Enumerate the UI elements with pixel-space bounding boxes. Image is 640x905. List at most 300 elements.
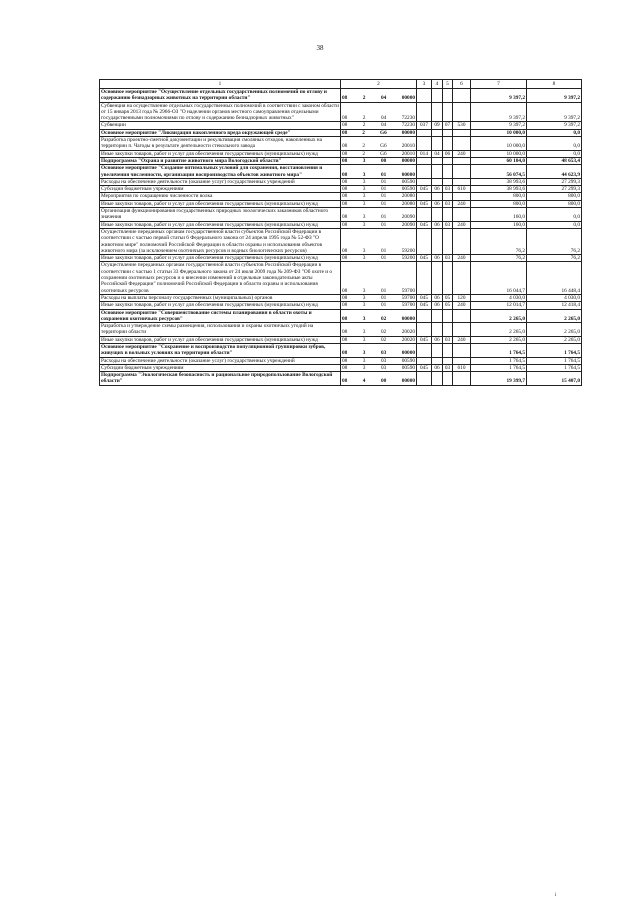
classification-code bbox=[342, 186, 415, 192]
code-part: 3 bbox=[362, 294, 366, 301]
row-grbs-cell: 045 bbox=[417, 336, 432, 343]
classification-code bbox=[342, 255, 415, 261]
row-name-cell: Расходы на выплаты персоналу государственных (муниципальных) органов bbox=[100, 294, 341, 301]
table-row bbox=[100, 137, 582, 151]
row-subsection-cell: 03 bbox=[443, 221, 453, 228]
code-part: 3 bbox=[362, 157, 366, 164]
code-part: 00590 bbox=[401, 357, 415, 364]
row-code-cell bbox=[341, 129, 417, 136]
row-amount-col8-cell: 0,0 bbox=[527, 221, 582, 228]
row-subsection-cell bbox=[443, 137, 453, 151]
classification-code bbox=[342, 365, 415, 371]
row-amount-col8-cell: 0,0 bbox=[527, 208, 582, 222]
row-amount-col8-cell: 1 764,5 bbox=[527, 364, 582, 371]
table-row bbox=[100, 357, 582, 364]
row-grbs-cell bbox=[417, 178, 432, 185]
classification-code bbox=[342, 302, 415, 308]
table-row bbox=[100, 221, 582, 228]
code-part: 08 bbox=[342, 255, 348, 262]
row-name-cell: Подпрограмма "Экологическая безопасность и рациональное природопользование Вологодской области" bbox=[100, 372, 341, 386]
code-part: 01 bbox=[380, 294, 387, 301]
code-part: 01 bbox=[380, 302, 387, 309]
row-name-cell: Субсидии бюджетным учреждениям bbox=[100, 364, 341, 371]
code-part: 08 bbox=[342, 287, 348, 294]
code-part: 2 bbox=[362, 129, 365, 136]
code-part: 08 bbox=[342, 171, 348, 178]
row-code-cell bbox=[341, 323, 417, 337]
row-name-cell: Разработка и утверждение схемы размещения, использования и охраны охотничьих угодий на территории области bbox=[100, 323, 341, 337]
row-section-cell bbox=[432, 343, 443, 357]
row-subsection-cell bbox=[443, 323, 453, 337]
code-part: 2 bbox=[362, 150, 366, 157]
row-grbs-cell: 045 bbox=[417, 221, 432, 228]
row-section-cell bbox=[432, 178, 443, 185]
code-part: 20090 bbox=[401, 221, 415, 228]
classification-code bbox=[342, 248, 415, 254]
code-part: 3 bbox=[362, 214, 366, 221]
row-amount-col8-cell: 27 299,3 bbox=[527, 178, 582, 185]
code-part: 2 bbox=[362, 122, 366, 129]
code-part: 02 bbox=[380, 329, 387, 336]
row-subsection-cell bbox=[443, 357, 453, 364]
row-code-cell bbox=[341, 262, 417, 294]
code-part: 3 bbox=[362, 171, 366, 178]
row-section-cell bbox=[432, 323, 443, 337]
code-part: 20020 bbox=[401, 336, 415, 343]
code-part: 08 bbox=[342, 357, 348, 364]
code-part: 00590 bbox=[401, 178, 415, 185]
row-subsection-cell bbox=[443, 228, 453, 254]
row-amount-col7-cell: 10 000,0 bbox=[471, 137, 527, 151]
row-amount-col8-cell: 12 418,4 bbox=[527, 302, 582, 309]
row-amount-col8-cell: 4 030,0 bbox=[527, 294, 582, 301]
row-code-cell bbox=[341, 357, 417, 364]
row-name-cell: Основное мероприятие "Совершенствование системы планирования в области охоты и сохранения охотничьих ресурсов" bbox=[100, 309, 341, 323]
row-amount-col7-cell: 1 764,5 bbox=[471, 364, 527, 371]
row-subsection-cell bbox=[443, 208, 453, 222]
row-expense-type-cell: 530 bbox=[453, 122, 471, 129]
table-row bbox=[100, 343, 582, 357]
row-section-cell bbox=[432, 165, 443, 179]
classification-code bbox=[342, 193, 415, 199]
code-part: 04 bbox=[380, 95, 387, 102]
row-section-cell bbox=[432, 208, 443, 222]
row-section-cell: 06 bbox=[432, 302, 443, 309]
row-code-cell bbox=[341, 193, 417, 200]
row-code-cell bbox=[341, 294, 417, 301]
row-section-cell: 06 bbox=[432, 364, 443, 371]
row-expense-type-cell: 610 bbox=[453, 364, 471, 371]
row-name-cell: Иные закупки товаров, работ и услуг для обеспечения государственных (муниципальных) нужд bbox=[100, 336, 341, 343]
table-row bbox=[100, 122, 582, 129]
code-part: 3 bbox=[362, 315, 366, 322]
row-name-cell: Иные закупки товаров, работ и услуг для обеспечения государственных (муниципальных) нужд bbox=[100, 302, 341, 309]
row-expense-type-cell bbox=[453, 102, 471, 122]
row-expense-type-cell bbox=[453, 262, 471, 294]
row-code-cell bbox=[341, 302, 417, 309]
row-code-cell bbox=[341, 336, 417, 343]
row-grbs-cell: 045 bbox=[417, 255, 432, 262]
code-part: 2 bbox=[362, 95, 366, 102]
code-part: 01 bbox=[380, 186, 387, 193]
code-part: 2 bbox=[362, 115, 366, 122]
row-expense-type-cell bbox=[453, 165, 471, 179]
row-grbs-cell: 045 bbox=[417, 302, 432, 309]
row-amount-col8-cell: 9 397,2 bbox=[527, 102, 582, 122]
row-subsection-cell bbox=[443, 165, 453, 179]
row-amount-col7-cell: 9 397,2 bbox=[471, 122, 527, 129]
row-grbs-cell bbox=[417, 102, 432, 122]
row-subsection-cell: 03 bbox=[443, 364, 453, 371]
code-part: 01 bbox=[380, 247, 387, 254]
classification-code bbox=[342, 222, 415, 228]
row-expense-type-cell bbox=[453, 323, 471, 337]
row-expense-type-cell bbox=[453, 157, 471, 164]
classification-code bbox=[342, 337, 415, 343]
classification-code bbox=[342, 115, 415, 121]
table-row bbox=[100, 262, 582, 294]
row-code-cell bbox=[341, 150, 417, 157]
code-part: 08 bbox=[342, 115, 348, 122]
row-expense-type-cell bbox=[453, 89, 471, 103]
row-amount-col7-cell: 2 265,0 bbox=[471, 336, 527, 343]
classification-code bbox=[342, 288, 415, 294]
code-part: 3 bbox=[362, 221, 366, 228]
code-part: 3 bbox=[362, 302, 366, 309]
code-part: 03 bbox=[380, 364, 387, 371]
row-code-cell bbox=[341, 102, 417, 122]
row-amount-col7-cell: 160,0 bbox=[471, 221, 527, 228]
code-part: 00000 bbox=[401, 129, 415, 136]
code-part: 00000 bbox=[401, 378, 415, 385]
row-subsection-cell bbox=[443, 89, 453, 103]
table-row bbox=[100, 193, 582, 200]
code-part: 3 bbox=[362, 329, 366, 336]
row-amount-col7-cell: 2 265,0 bbox=[471, 309, 527, 323]
code-part: 08 bbox=[342, 329, 348, 336]
row-code-cell bbox=[341, 221, 417, 228]
code-part: 04 bbox=[380, 122, 387, 129]
row-subsection-cell: 05 bbox=[443, 302, 453, 309]
row-amount-col7-cell: 56 074,5 bbox=[471, 165, 527, 179]
row-name-cell: Субвенции bbox=[100, 122, 341, 129]
row-amount-col7-cell: 9 397,2 bbox=[471, 102, 527, 122]
row-section-cell bbox=[432, 309, 443, 323]
classification-code bbox=[342, 130, 415, 136]
table-row bbox=[100, 208, 582, 222]
header-cell: 5 bbox=[443, 80, 453, 89]
code-part: 08 bbox=[342, 221, 348, 228]
code-part: 00000 bbox=[401, 171, 415, 178]
row-amount-col8-cell: 44 623,9 bbox=[527, 165, 582, 179]
row-section-cell: 06 bbox=[432, 221, 443, 228]
row-code-cell bbox=[341, 309, 417, 323]
table-row bbox=[100, 200, 582, 207]
row-section-cell bbox=[432, 357, 443, 364]
table-row bbox=[100, 102, 582, 122]
row-section-cell bbox=[432, 89, 443, 103]
header-cell: 3 bbox=[417, 80, 432, 89]
code-part: 01 bbox=[380, 171, 387, 178]
row-expense-type-cell: 240 bbox=[453, 150, 471, 157]
row-expense-type-cell bbox=[453, 137, 471, 151]
row-name-cell: Мероприятия по сокращению численности волка bbox=[100, 193, 341, 200]
code-part: 08 bbox=[342, 186, 348, 193]
code-part: 08 bbox=[342, 157, 348, 164]
row-amount-col8-cell: 800,0 bbox=[527, 193, 582, 200]
row-amount-col7-cell: 19 399,7 bbox=[471, 372, 527, 386]
row-amount-col8-cell: 76,2 bbox=[527, 228, 582, 254]
row-subsection-cell bbox=[443, 102, 453, 122]
page-number: 38 bbox=[316, 44, 324, 52]
code-part: 08 bbox=[342, 178, 348, 185]
row-grbs-cell: 045 bbox=[417, 186, 432, 193]
code-part: 2 bbox=[362, 143, 366, 150]
row-expense-type-cell: 240 bbox=[453, 221, 471, 228]
table-row bbox=[100, 302, 582, 309]
row-amount-col8-cell: 800,0 bbox=[527, 200, 582, 207]
row-name-cell: Основное мероприятие "Сохранение и воспроизводство популяционной группировки зубров, живущих в вольных условиях на территории области" bbox=[100, 343, 341, 357]
code-part: 08 bbox=[342, 378, 348, 385]
row-expense-type-cell: 610 bbox=[453, 186, 471, 193]
row-grbs-cell bbox=[417, 357, 432, 364]
row-amount-col7-cell: 10 000,0 bbox=[471, 150, 527, 157]
code-part: 20020 bbox=[401, 329, 415, 336]
row-amount-col8-cell: 0,0 bbox=[527, 150, 582, 157]
row-grbs-cell: 014 bbox=[417, 150, 432, 157]
row-section-cell bbox=[432, 262, 443, 294]
row-expense-type-cell bbox=[453, 372, 471, 386]
row-subsection-cell bbox=[443, 193, 453, 200]
row-amount-col7-cell: 9 397,2 bbox=[471, 89, 527, 103]
row-amount-col7-cell: 800,0 bbox=[471, 200, 527, 207]
row-expense-type-cell bbox=[453, 309, 471, 323]
code-part: 20080 bbox=[401, 200, 415, 207]
code-part: 00000 bbox=[401, 315, 415, 322]
budget-table bbox=[99, 79, 582, 386]
code-part: G6 bbox=[380, 150, 387, 157]
row-amount-col7-cell: 800,0 bbox=[471, 193, 527, 200]
row-section-cell bbox=[432, 137, 443, 151]
table-row bbox=[100, 157, 582, 164]
code-part: 59700 bbox=[401, 287, 415, 294]
code-part: 3 bbox=[362, 287, 366, 294]
code-part: 59200 bbox=[401, 255, 415, 262]
code-part: G6 bbox=[380, 143, 387, 150]
row-expense-type-cell bbox=[453, 228, 471, 254]
row-amount-col8-cell: 0,0 bbox=[527, 129, 582, 136]
row-code-cell bbox=[341, 343, 417, 357]
row-section-cell: 09 bbox=[432, 122, 443, 129]
table-body bbox=[100, 89, 582, 386]
classification-code bbox=[342, 214, 415, 220]
row-section-cell: 04 bbox=[432, 150, 443, 157]
code-part: 01 bbox=[380, 221, 387, 228]
row-grbs-cell bbox=[417, 129, 432, 136]
row-code-cell bbox=[341, 364, 417, 371]
code-part: 00590 bbox=[401, 186, 415, 193]
row-grbs-cell bbox=[417, 157, 432, 164]
row-code-cell bbox=[341, 186, 417, 193]
row-subsection-cell: 03 bbox=[443, 255, 453, 262]
row-grbs-cell bbox=[417, 372, 432, 386]
code-part: 20090 bbox=[401, 214, 415, 221]
row-amount-col8-cell: 15 407,0 bbox=[527, 372, 582, 386]
row-grbs-cell: 045 bbox=[417, 294, 432, 301]
classification-code bbox=[342, 295, 415, 301]
header-cell: 4 bbox=[432, 80, 443, 89]
row-name-cell: Субвенция на осуществление отдельных государственных полномочий в соответствии с законом области от 15 января 2013 года № 2966-ОЗ "О наделении органов местного самоуправления отдельными государственными полномочиями по отлову и содержанию безнадзорных животных" bbox=[101, 102, 339, 122]
code-part: 3 bbox=[362, 186, 366, 193]
row-amount-col8-cell: 9 397,2 bbox=[527, 122, 582, 129]
header-cell: 7 bbox=[471, 80, 527, 89]
code-part: 20010 bbox=[401, 143, 415, 150]
code-part: 00000 bbox=[401, 157, 415, 164]
row-expense-type-cell bbox=[453, 129, 471, 136]
code-part: 3 bbox=[362, 364, 366, 371]
code-part: 3 bbox=[362, 350, 366, 357]
code-part: 20010 bbox=[401, 150, 415, 157]
row-subsection-cell bbox=[443, 309, 453, 323]
code-part: 4 bbox=[362, 378, 366, 385]
row-expense-type-cell: 240 bbox=[453, 302, 471, 309]
row-grbs-cell bbox=[417, 165, 432, 179]
row-amount-col8-cell: 48 653,4 bbox=[527, 157, 582, 164]
row-name-cell: Основное мероприятие "Ликвидация накопленного вреда окружающей среде" bbox=[100, 129, 341, 136]
classification-code bbox=[342, 95, 415, 101]
code-part: 59700 bbox=[401, 294, 415, 301]
row-amount-col8-cell: 0,0 bbox=[527, 137, 582, 151]
table-row bbox=[100, 129, 582, 136]
row-name-cell: Подпрограмма "Охрана и развитие животного мира Вологодской области" bbox=[100, 157, 341, 164]
row-amount-col8-cell: 2 265,0 bbox=[527, 309, 582, 323]
classification-code bbox=[342, 122, 415, 128]
table-row bbox=[100, 228, 582, 254]
table-row bbox=[100, 309, 582, 323]
row-name-cell: Иные закупки товаров, работ и услуг для обеспечения государственных (муниципальных) нужд bbox=[100, 255, 341, 262]
code-part: 3 bbox=[362, 247, 366, 254]
table-row bbox=[100, 178, 582, 185]
code-part: 08 bbox=[342, 129, 348, 136]
table-row bbox=[100, 150, 582, 157]
row-grbs-cell bbox=[417, 137, 432, 151]
row-subsection-cell: 03 bbox=[443, 200, 453, 207]
row-code-cell bbox=[341, 372, 417, 386]
code-part: 01 bbox=[380, 214, 387, 221]
row-section-cell bbox=[432, 228, 443, 254]
classification-code bbox=[342, 358, 415, 364]
code-part: 3 bbox=[362, 336, 366, 343]
code-part: 08 bbox=[342, 200, 348, 207]
row-subsection-cell: 03 bbox=[443, 336, 453, 343]
row-expense-type-cell: 240 bbox=[453, 255, 471, 262]
table-row bbox=[100, 372, 582, 386]
row-amount-col7-cell: 4 030,0 bbox=[471, 294, 527, 301]
row-name-cell: Расходы на обеспечение деятельности (оказание услуг) государственных учреждений bbox=[100, 357, 341, 364]
row-subsection-cell: 03 bbox=[443, 186, 453, 193]
code-part: 08 bbox=[342, 336, 348, 343]
row-name-cell: Организация функционирования государственных природных зоологических заказников областного значения bbox=[100, 208, 341, 222]
row-section-cell bbox=[432, 129, 443, 136]
table-row bbox=[100, 364, 582, 371]
row-code-cell bbox=[341, 137, 417, 151]
code-part: 00590 bbox=[401, 364, 415, 371]
table-row bbox=[100, 294, 582, 301]
row-grbs-cell bbox=[417, 343, 432, 357]
row-code-cell bbox=[341, 178, 417, 185]
row-amount-col8-cell: 9 397,2 bbox=[527, 89, 582, 103]
row-name-cell: Иные закупки товаров, работ и услуг для обеспечения государственных (муниципальных) нужд bbox=[100, 221, 341, 228]
row-expense-type-cell: 240 bbox=[453, 200, 471, 207]
header-cell: 2 bbox=[341, 80, 417, 89]
code-part: 03 bbox=[380, 350, 387, 357]
row-code-cell bbox=[341, 200, 417, 207]
code-part: 59200 bbox=[401, 247, 415, 254]
code-part: 08 bbox=[342, 247, 348, 254]
row-amount-col7-cell: 1 764,5 bbox=[471, 357, 527, 364]
table-row bbox=[100, 165, 582, 179]
row-code-cell bbox=[341, 122, 417, 129]
row-section-cell: 06 bbox=[432, 186, 443, 193]
row-expense-type-cell: 240 bbox=[453, 336, 471, 343]
code-part: 08 bbox=[342, 315, 348, 322]
code-part: 72230 bbox=[401, 122, 415, 129]
row-section-cell bbox=[432, 102, 443, 122]
row-grbs-cell bbox=[417, 323, 432, 337]
row-name-cell: Иные закупки товаров, работ и услуг для обеспечения государственных (муниципальных) нужд bbox=[100, 150, 341, 157]
row-amount-col7-cell: 76,2 bbox=[471, 255, 527, 262]
row-subsection-cell bbox=[443, 343, 453, 357]
row-section-cell: 06 bbox=[432, 200, 443, 207]
row-subsection-cell bbox=[443, 178, 453, 185]
classification-code bbox=[342, 350, 415, 356]
table-row bbox=[100, 323, 582, 337]
row-grbs-cell: 037 bbox=[417, 122, 432, 129]
row-amount-col8-cell: 76,2 bbox=[527, 255, 582, 262]
code-part: 72230 bbox=[401, 115, 415, 122]
code-part: 3 bbox=[362, 200, 366, 207]
classification-code bbox=[342, 329, 415, 335]
classification-code bbox=[342, 316, 415, 322]
code-part: 01 bbox=[380, 193, 387, 200]
classification-code bbox=[342, 158, 415, 164]
row-amount-col7-cell: 38 993,6 bbox=[471, 186, 527, 193]
header-cell: 1 bbox=[100, 80, 341, 89]
code-part: 3 bbox=[362, 357, 366, 364]
row-name-cell: Основное мероприятие "Создание оптимальных условий для сохранения, восстановления и увеличения численности, организации воспроизводства объектов животного мира" bbox=[100, 165, 341, 179]
row-name-cell: Основное мероприятие "Осуществление отдельных государственных полномочий по отлову и содержанию безнадзорных животных на территории области" bbox=[100, 89, 341, 103]
classification-code bbox=[342, 201, 415, 207]
row-amount-col8-cell: 1 764,5 bbox=[527, 357, 582, 364]
header-cell: 8 bbox=[527, 80, 582, 89]
row-subsection-cell bbox=[443, 129, 453, 136]
code-part: 00 bbox=[380, 378, 387, 385]
code-part: 01 bbox=[380, 200, 387, 207]
row-grbs-cell bbox=[417, 309, 432, 323]
code-part: 08 bbox=[342, 150, 348, 157]
code-part: 00000 bbox=[401, 95, 415, 102]
row-grbs-cell: 045 bbox=[417, 364, 432, 371]
row-section-cell: 06 bbox=[432, 336, 443, 343]
row-section-cell: 06 bbox=[432, 255, 443, 262]
row-section-cell bbox=[432, 157, 443, 164]
row-name-cell: Осуществление переданных органам государственной власти субъектов Российской Федерации в соответствии с частью первой статьи 6 Федерального закона от 24 апреля 1995 года № 52-ФЗ "О животном мире" полномочий Российской Федерации в области охраны и использования объектов животного мира (за исключением охотничьих ресурсов и водных биологических ресурсов) bbox=[100, 228, 341, 254]
code-part: 02 bbox=[380, 315, 387, 322]
code-part: 3 bbox=[362, 255, 366, 262]
row-amount-col7-cell: 38 993,6 bbox=[471, 178, 527, 185]
code-part: 08 bbox=[342, 95, 348, 102]
row-grbs-cell: 045 bbox=[417, 200, 432, 207]
